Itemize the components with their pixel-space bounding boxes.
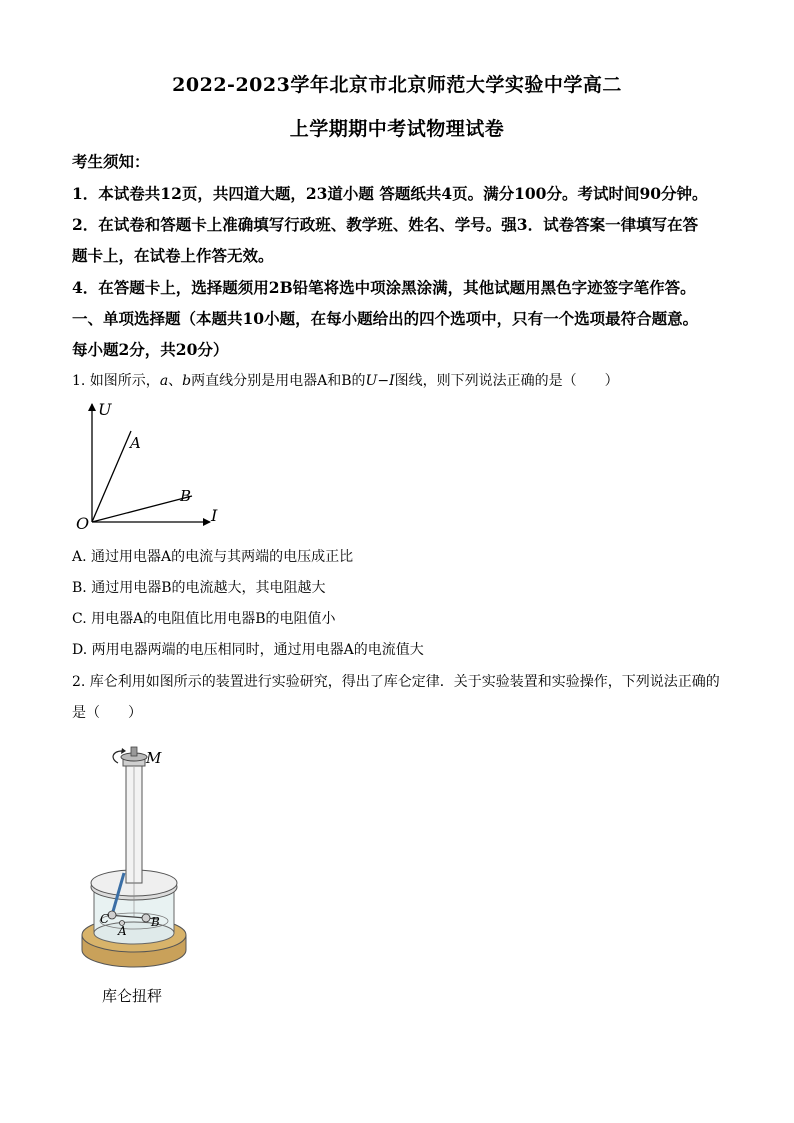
axis-label-i: I: [211, 506, 218, 525]
exam-title-line1: 2022-2023学年北京市北京师范大学实验中学高二: [172, 74, 622, 96]
q1-sep: 、: [168, 373, 183, 389]
section1-heading: 一、单项选择题（本题共10小题，在每小题给出的四个选项中，只有一个选项最符合题意。: [72, 309, 699, 328]
notice-item-2-cont: 题卡上，在试卷上作答无效。: [72, 246, 274, 265]
q1-option-a: A. 通过用电器A的电流与其两端的电压成正比: [72, 549, 354, 565]
q1-stem: [72, 370, 619, 390]
coulomb-torsion-balance-figure: [78, 745, 198, 980]
line-a-label: A: [130, 434, 141, 452]
q1-stem-a: 1. 如图所示，: [72, 373, 160, 389]
q1-ui-graph: [72, 398, 232, 533]
q1-var-a: a: [159, 373, 169, 389]
origin-label: O: [76, 514, 90, 533]
section1-heading-cont: 每小题2分，共20分）: [72, 340, 229, 359]
line-a: [92, 431, 131, 522]
line-b-label: B: [180, 487, 192, 505]
q1-stem-c: 图线，则下列说法正确的是（ ）: [394, 373, 619, 389]
label-b: B: [151, 915, 160, 929]
label-a: A: [118, 924, 127, 938]
notice-item-1: 1．本试卷共12页，共四道大题，23道小题 答题纸共4页。满分100分。考试时间90分钟。: [72, 184, 708, 203]
q2-stem: 2. 库仑利用如图所示的装置进行实验研究，得出了库仑定律．关于实验装置和实验操作，下列说法正确的: [72, 674, 720, 690]
notice-item-4: 4．在答题卡上，选择题须用2B铅笔将选中项涂黑涂满，其他试题用黑色字迹签字笔作答。: [72, 278, 696, 297]
label-m: M: [146, 749, 162, 767]
exam-title-line2: 上学期期中考试物理试卷: [289, 118, 505, 140]
q1-option-c: C. 用电器A的电阻值比用电器B的电阻值小: [72, 611, 336, 627]
label-c: C: [100, 912, 110, 926]
notice-heading: 考生须知：: [72, 152, 150, 171]
q1-option-b: B. 通过用电器B的电流越大，其电阻越大: [72, 580, 326, 596]
q2-stem-cont: 是（ ）: [72, 705, 142, 721]
line-b: [92, 496, 192, 522]
q1-ui: U−I: [365, 373, 395, 389]
q1-option-d: D. 两用电器两端的电压相同时，通过用电器A的电流值大: [72, 642, 424, 658]
q1-stem-b: 两直线分别是用电器A和B的: [191, 373, 366, 389]
axis-label-u: U: [98, 400, 112, 419]
q1-var-b: b: [182, 373, 192, 389]
notice-item-2: 2．在试卷和答题卡上准确填写行政班、教学班、姓名、学号。强3．试卷答案一律填写在答: [72, 215, 699, 234]
figure-caption: 库仑扭秤: [102, 987, 163, 1005]
